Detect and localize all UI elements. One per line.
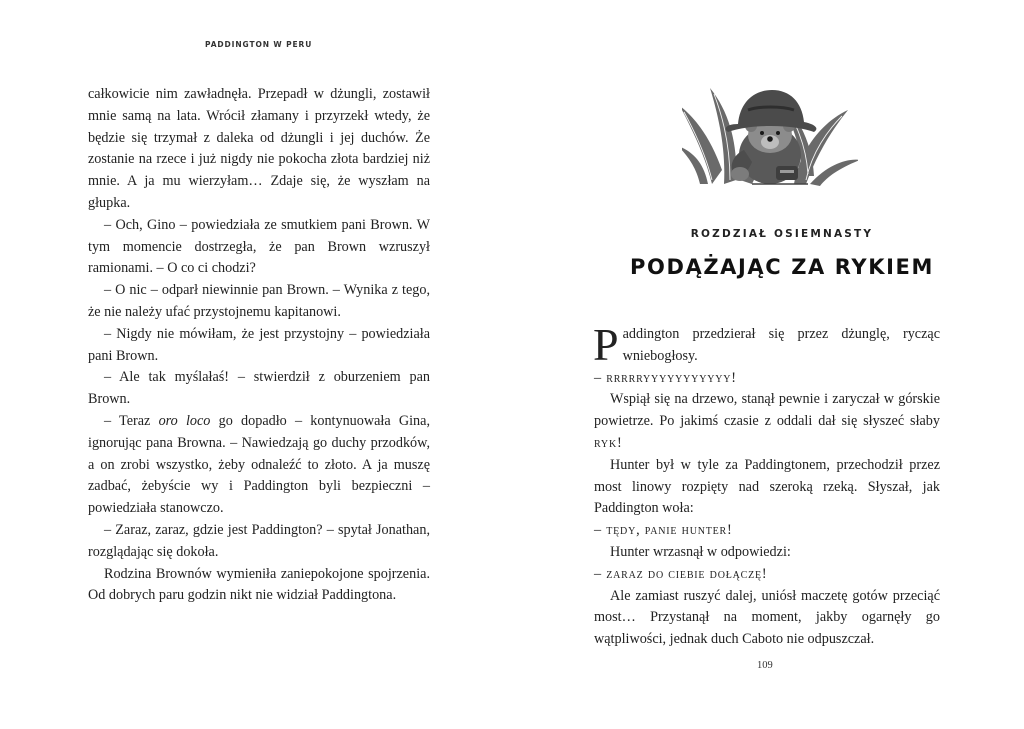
right-page <box>512 0 1024 729</box>
chapter-number: ROZDZIAŁ OSIEMNASTY <box>690 228 874 240</box>
italic-phrase: oro loco <box>158 412 211 429</box>
paragraph: Ale zamiast ruszyć dalej, uniósł maczetę gotów przeciąć most… Przystanął na moment, jakby ogarnęły go wątpliwości, jednak duch Caboto nie odpuszczał. <box>594 587 940 648</box>
paragraph: – Ale tak myślałaś! – stwierdził z oburzeniem pan Brown. <box>88 369 430 408</box>
running-head: PADDINGTON W PERU <box>205 40 313 49</box>
shout-line: – tędy, panie hunter! <box>594 522 733 539</box>
roar-line: – rrrrryyyyyyyyyyy! <box>594 369 737 386</box>
paragraph: – Teraz oro loco go dopadło – kontynuowała Gina, ignorując pana Browna. – Nawiedzają go duchy przodków, a on zrobi wszystko, żeby odnaleźć to złoto. A ja muszę zadbać, żebyście wy i Paddington byli bezpieczni – powiedziała stanowczo. <box>88 412 430 517</box>
page-number: 109 <box>757 660 773 671</box>
right-body-text <box>593 319 940 651</box>
paragraph: Rodzina Brownów wymieniła zaniepokojone spojrzenia. Od dobrych paru godzin nikt nie widział Paddingtona. <box>88 565 430 604</box>
paragraph: Hunter wrzasnął w odpowiedzi: <box>610 543 791 560</box>
shout-line: – zaraz do ciebie dołączę! <box>594 565 768 582</box>
paragraph: – Och, Gino – powiedziała ze smutkiem pani Brown. W tym momencie dostrzegła, że pan Brown wzruszył ramionami. – O co ci chodzi? <box>88 216 430 277</box>
paragraph: Wspiął się na drzewo, stanął pewnie i zaryczał w górskie powietrze. Po jakimś czasie z oddali dał się słyszeć słaby ryk! <box>594 391 940 451</box>
paragraph: – Nigdy nie mówiłam, że jest przystojny – powiedziała pani Brown. <box>88 325 430 364</box>
roar-word: ryk! <box>594 434 623 451</box>
paragraph: Paddington przedzierał się przez dżunglę, rycząc wniebogłosy. <box>593 319 940 370</box>
chapter-title: PODĄŻAJĄC ZA RYKIEM <box>630 255 934 279</box>
paragraph: całkowicie nim zawładnęła. Przepadł w dżungli, zostawił mnie samą na lata. Wrócił złamany i przyrzekł wtedy, że będzie się trzymał z daleka od dżungli i jej duchów. Że zostanie na rzece i już nigdy nie pokocha złota bardziej niż mnie. A ja mu wierzyłam… Zdaje się, że wyszłam na głupka. <box>88 86 430 211</box>
paragraph: – O nic – odparł niewinnie pan Brown. – Wynika z tego, że nie należy ufać przystojnemu kapitanowi. <box>88 282 430 320</box>
paragraph: Hunter był w tyle za Paddingtonem, przechodził przez most linowy rozpięty nad szeroką rzeką. Słyszał, jak Paddington woła: <box>594 456 940 517</box>
left-body-text <box>88 84 430 607</box>
paragraph: – Zaraz, zaraz, gdzie jest Paddington? – spytał Jonathan, rozglądając się dokoła. <box>88 521 430 560</box>
paddington-jungle-illustration <box>682 80 858 190</box>
drop-cap: P <box>593 319 619 370</box>
